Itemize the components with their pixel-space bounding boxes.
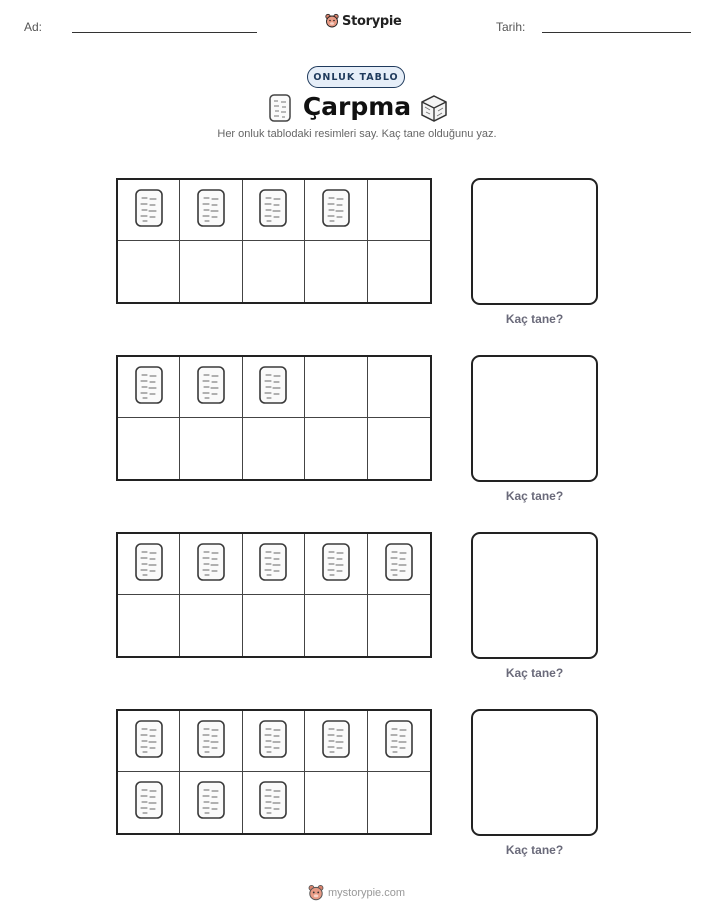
bread-slice-icon <box>196 542 226 587</box>
ten-frame-cell <box>180 534 242 595</box>
ten-frame-cell <box>243 180 305 241</box>
ten-frame-cell <box>243 357 305 418</box>
ten-frame-cell <box>305 241 367 302</box>
answer-label-4: Kaç tane? <box>505 843 564 857</box>
ten-frame-cell <box>243 241 305 302</box>
ten-frame-cell <box>180 180 242 241</box>
ten-frame-cell <box>118 772 180 833</box>
ten-frame-cell <box>305 418 367 479</box>
cube-icon <box>420 94 448 122</box>
footer-url: mystorypie.com <box>328 887 406 899</box>
ten-frame-cell <box>118 418 180 479</box>
bear-logo-icon <box>325 13 339 29</box>
bread-slice-icon <box>196 719 226 764</box>
ten-frame-cell <box>368 357 430 418</box>
ten-frame-cell <box>305 595 367 656</box>
ten-frame-cell <box>243 418 305 479</box>
bread-slice-icon <box>134 365 164 410</box>
ten-frame-cell <box>243 772 305 833</box>
ten-frame-2 <box>116 355 432 481</box>
ten-frame-cell <box>368 180 430 241</box>
ten-frame-cell <box>180 418 242 479</box>
date-label: Tarih: <box>496 20 526 34</box>
ten-frame-cell <box>118 241 180 302</box>
bread-slice-icon <box>258 542 288 587</box>
ten-frame-cell <box>305 534 367 595</box>
bread-slice-icon <box>134 542 164 587</box>
ten-frame-cell <box>180 357 242 418</box>
bread-slice-icon <box>384 719 414 764</box>
brand-logo <box>325 13 402 29</box>
ten-frame-cell <box>118 534 180 595</box>
answer-box-2[interactable] <box>471 355 598 482</box>
ten-frame-cell <box>368 772 430 833</box>
ten-frame-cell <box>305 357 367 418</box>
ten-frame-cell <box>305 711 367 772</box>
ten-frame-cell <box>118 180 180 241</box>
bread-slice-icon <box>134 780 164 825</box>
brand-name: Storypie <box>342 13 402 29</box>
date-line[interactable] <box>542 32 691 33</box>
bread-slice-icon <box>134 188 164 233</box>
answer-label-2: Kaç tane? <box>505 489 564 503</box>
bread-slice-icon <box>196 780 226 825</box>
answer-label-1: Kaç tane? <box>505 312 564 326</box>
ten-frame-4 <box>116 709 432 835</box>
ten-frame-cell <box>243 595 305 656</box>
bread-slice-icon <box>321 542 351 587</box>
ten-frame-1 <box>116 178 432 304</box>
bread-slice-icon <box>196 365 226 410</box>
instructions: Her onluk tablodaki resimleri say. Kaç tane olduğunu yaz. <box>217 128 497 140</box>
ten-frame-cell <box>243 534 305 595</box>
ten-frame-cell <box>305 772 367 833</box>
bread-slice-icon <box>196 188 226 233</box>
bread-slice-icon <box>134 719 164 764</box>
ten-frame-cell <box>368 241 430 302</box>
ten-frame-cell <box>368 534 430 595</box>
ten-frame-cell <box>180 772 242 833</box>
name-label: Ad: <box>24 20 43 34</box>
page-title: Çarpma <box>302 92 412 121</box>
answer-box-3[interactable] <box>471 532 598 659</box>
bear-logo-icon <box>308 884 324 902</box>
ten-frame-cell <box>368 595 430 656</box>
ten-frame-cell <box>243 711 305 772</box>
answer-label-3: Kaç tane? <box>505 666 564 680</box>
bread-slice-icon <box>258 719 288 764</box>
ten-frame-cell <box>118 595 180 656</box>
ten-frame-3 <box>116 532 432 658</box>
name-line[interactable] <box>72 32 257 33</box>
ten-frame-cell <box>118 357 180 418</box>
ten-frame-cell <box>368 711 430 772</box>
ten-frame-cell <box>118 711 180 772</box>
ten-frame-cell <box>180 595 242 656</box>
ten-frame-cell <box>368 418 430 479</box>
ten-frame-cell <box>180 711 242 772</box>
answer-box-4[interactable] <box>471 709 598 836</box>
bread-slice-icon <box>321 719 351 764</box>
bread-slice-icon <box>258 365 288 410</box>
answer-box-1[interactable] <box>471 178 598 305</box>
ten-frame-cell <box>305 180 367 241</box>
topic-badge: ONLUK TABLO <box>307 66 405 88</box>
footer <box>308 884 405 902</box>
ten-frame-cell <box>180 241 242 302</box>
bread-slice-icon <box>258 188 288 233</box>
bread-slice-icon <box>258 780 288 825</box>
bread-slice-icon <box>384 542 414 587</box>
bread-slice-icon <box>321 188 351 233</box>
